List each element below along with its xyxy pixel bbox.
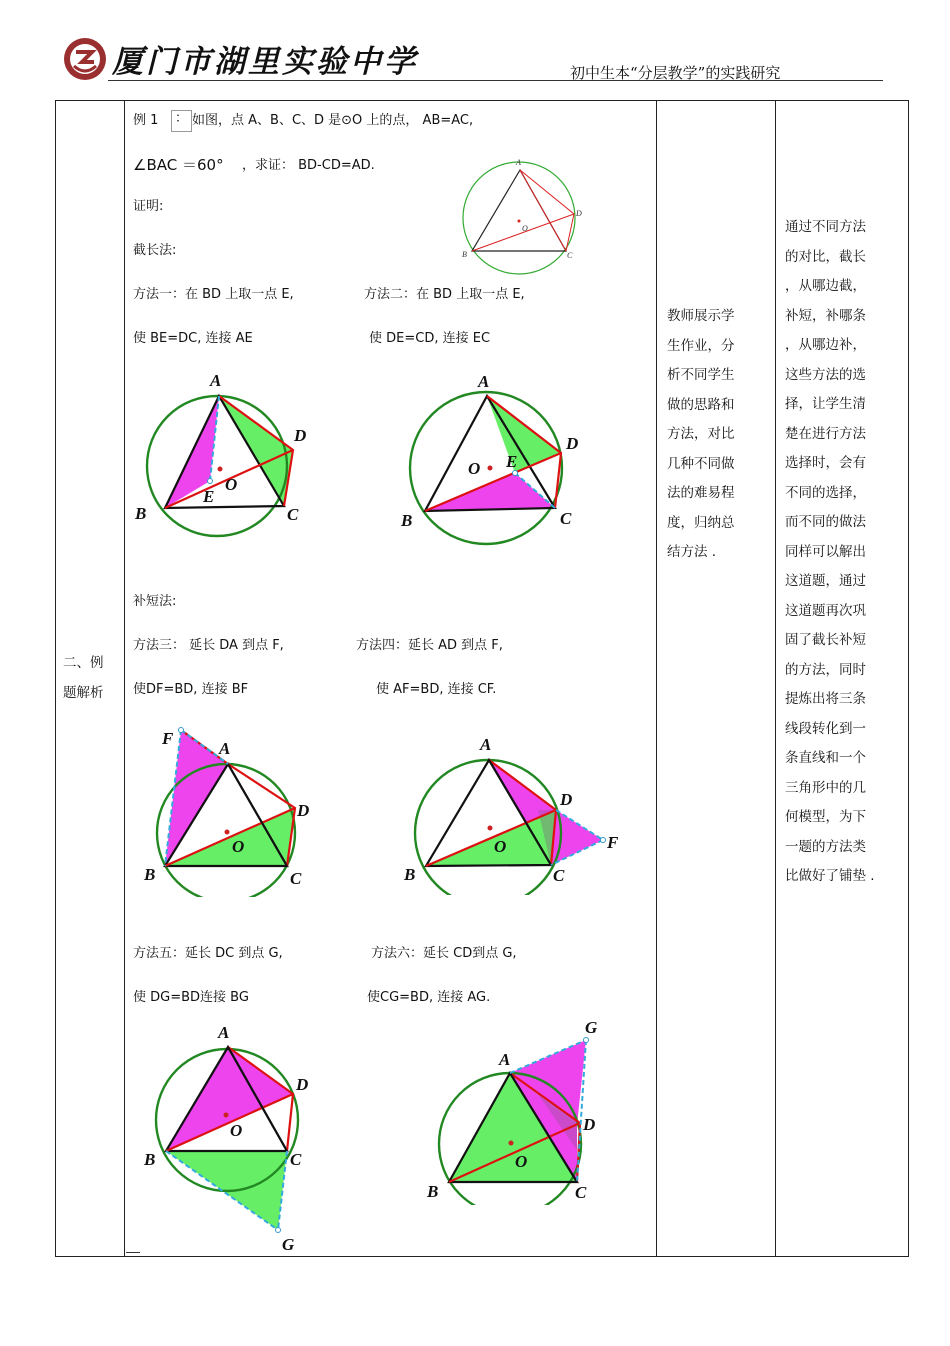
table-divider-3 (775, 100, 776, 1256)
method1-line2: 使 BE=DC, 连接 AE (133, 331, 253, 346)
design-line: 提炼出将三条 (785, 691, 866, 707)
method6-line2: 使CG=BD, 连接 AG. (367, 990, 491, 1005)
label-F: F (607, 833, 619, 852)
label-A: A (218, 1023, 230, 1042)
label-O: O (515, 1152, 528, 1171)
label-O: O (494, 837, 507, 856)
design-line: 三角形中的几 (785, 779, 866, 796)
label-A: A (478, 372, 490, 391)
label-C: C (575, 1183, 587, 1202)
label-D: D (576, 209, 582, 218)
label-C: C (567, 251, 573, 260)
label-C: C (290, 869, 302, 888)
teacher-line: 析不同学生 (667, 367, 735, 383)
label-C: C (290, 1150, 302, 1169)
label-C: C (560, 509, 572, 528)
label-A: A (210, 371, 222, 390)
label-D: D (583, 1115, 596, 1134)
label-O: O (468, 459, 481, 478)
design-line: 的方法，同时 (785, 661, 866, 678)
label-A: A (219, 739, 231, 758)
design-line: 线段转化到一 (785, 720, 866, 737)
label-B: B (144, 1150, 156, 1169)
prove-statement: ，求证： BD-CD=AD. (242, 158, 375, 173)
section-label-2: 题解析 (63, 685, 104, 701)
design-line: 不同的选择， (785, 484, 866, 501)
figure-method4 (398, 730, 628, 895)
label-D: D (560, 790, 573, 809)
method4-line2: 使 AF=BD, 连接 CF. (376, 682, 497, 697)
teacher-line: 方法，对比 (667, 426, 735, 442)
figure-method1 (130, 368, 330, 548)
table-divider-2 (656, 100, 657, 1256)
teacher-line: 度，归纳总 (667, 514, 735, 531)
label-D: D (294, 426, 307, 445)
design-line: 择，让学生清 (785, 396, 866, 412)
design-line: 同样可以解出 (785, 543, 866, 560)
label-D: D (566, 434, 579, 453)
school-name: 厦门市湖里实验中学 (112, 44, 418, 80)
label-O: O (225, 475, 238, 494)
figure-original (460, 158, 590, 280)
teacher-line: 教师展示学 (667, 308, 735, 324)
design-line: 固了截长补短 (785, 632, 866, 648)
angle-condition: ∠BAC ＝60° (133, 156, 224, 174)
label-A: A (480, 735, 492, 754)
label-G: G (585, 1018, 598, 1037)
label-C: C (287, 505, 299, 524)
design-line: 一题的方法类 (785, 838, 866, 855)
teacher-line: 结方法 . (667, 544, 717, 560)
label-B: B (404, 865, 416, 884)
method2-line2: 使 DE=CD, 连接 EC (369, 331, 491, 346)
design-line: 这道题，通过 (785, 573, 866, 589)
teacher-line: 法的难易程 (667, 485, 735, 501)
proof-label: 证明: (133, 199, 164, 214)
teacher-line: 生作业，分 (667, 337, 735, 354)
table-divider-1 (124, 100, 125, 1256)
problem-statement: 如图，点 A、B、C、D 是⊙O 上的点， AB=AC, (192, 113, 474, 128)
jiechang-label: 截长法: (133, 243, 177, 258)
label-O: O (522, 224, 528, 233)
teacher-line: 做的思路和 (667, 396, 735, 413)
label-D: D (297, 801, 310, 820)
design-line: 通过不同方法 (785, 219, 866, 235)
design-line: 这道题再次巩 (785, 602, 866, 619)
label-B: B (401, 511, 413, 530)
design-line: 比做好了铺垫 . (785, 868, 875, 884)
figure-method5 (130, 1020, 340, 1255)
label-F: F (162, 729, 174, 748)
label-O: O (230, 1121, 243, 1140)
teacher-line: 几种不同做 (667, 455, 735, 472)
label-B: B (135, 504, 147, 523)
design-intent (785, 213, 875, 892)
label-O: O (232, 837, 245, 856)
figure-method3 (130, 722, 330, 897)
label-A: A (499, 1050, 511, 1069)
label-E: E (506, 452, 518, 471)
method5-line2: 使 DG=BD连接 BG (133, 990, 249, 1005)
label-A: A (516, 158, 521, 167)
teacher-activity (667, 302, 735, 568)
method1-line1: 方法一：在 BD 上取一点 E, (133, 287, 294, 302)
method4-line1: 方法四：延长 AD 到点 F, (356, 638, 503, 653)
section-label-1: 二、例 (63, 655, 104, 671)
method2-line1: 方法二：在 BD 上取一点 E, (364, 287, 525, 302)
buduan-label: 补短法: (133, 594, 177, 609)
method3-line2: 使DF=BD, 连接 BF (133, 682, 249, 697)
figure-method2 (398, 368, 598, 548)
design-line: 而不同的做法 (785, 514, 866, 530)
example-colon: ： (171, 110, 192, 132)
design-line: ，从哪边截， (785, 278, 866, 294)
figure-method6 (425, 1015, 635, 1205)
design-line: 的对比，截长 (785, 248, 866, 265)
header-rule (108, 80, 883, 81)
design-line: 补短，补哪条 (785, 307, 866, 324)
design-line: 条直线和一个 (785, 750, 866, 766)
document-title: 初中生本“分层教学”的实践研究 (570, 64, 781, 82)
design-line: 何模型，为下 (785, 809, 866, 825)
design-line: 这些方法的选 (785, 366, 866, 383)
label-E: E (203, 487, 215, 506)
cell-cursor-mark (126, 1252, 140, 1253)
label-B: B (462, 250, 467, 259)
label-B: B (427, 1182, 439, 1201)
label-C: C (553, 866, 565, 885)
design-line: ，从哪边补， (785, 337, 866, 353)
label-B: B (144, 865, 156, 884)
example-number: 例 1 (133, 113, 159, 128)
design-line: 选择时，会有 (785, 455, 866, 471)
design-line: 楚在进行方法 (785, 425, 866, 442)
school-logo (62, 36, 108, 82)
method6-line1: 方法六：延长 CD到点 G, (371, 946, 517, 961)
label-D: D (296, 1075, 309, 1094)
method5-line1: 方法五：延长 DC 到点 G, (133, 946, 283, 961)
label-G: G (282, 1235, 295, 1254)
method3-line1: 方法三： 延长 DA 到点 F, (133, 638, 284, 653)
